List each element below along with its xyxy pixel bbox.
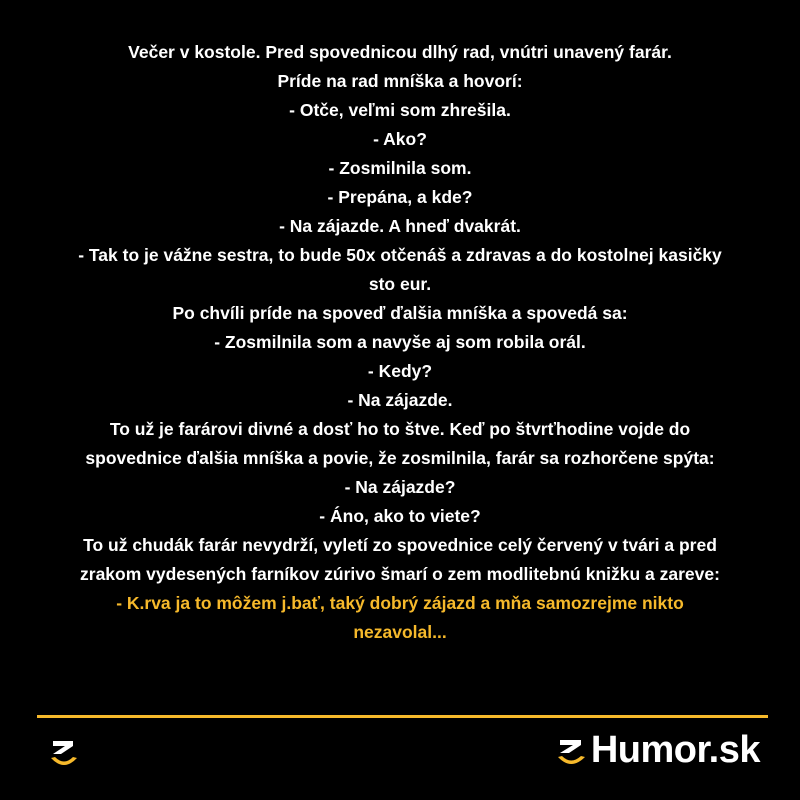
joke-line: - Na zájazde?	[344, 477, 456, 497]
joke-line: sto eur.	[368, 274, 432, 294]
z-smile-icon	[555, 730, 589, 770]
brand-logo[interactable]	[555, 722, 760, 778]
joke-line: - Otče, veľmi som zhrešila.	[289, 100, 511, 120]
joke-line: To už chudák farár nevydrží, vyletí zo spovednice celý červený v tvári a pred	[83, 535, 717, 555]
joke-line: Príde na rad mníška a hovorí:	[277, 71, 523, 91]
joke-line: - Zosmilnila som.	[328, 158, 472, 178]
joke-line: zrakom vydesených farníkov zúrivo šmarí o zem modlitebnú knižku a zareve:	[80, 564, 720, 584]
joke-line: - Prepána, a kde?	[327, 187, 473, 207]
joke-line: - Zosmilnila som a navyše aj som robila orál.	[214, 332, 586, 352]
divider	[37, 715, 768, 718]
brand-name: Humor.sk	[590, 728, 760, 771]
joke-line: spovednice ďalšia mníška a povie, že zosmilnila, farár sa rozhorčene spýta:	[85, 448, 715, 468]
joke-line: Po chvíli príde na spoveď ďalšia mníška a spovedá sa:	[172, 303, 628, 323]
joke-line: To už je farárovi divné a dosť ho to štve. Keď po štvrťhodine vojde do	[109, 419, 691, 439]
joke-line: - Na zájazde. A hneď dvakrát.	[279, 216, 521, 236]
joke-punchline: - K.rva ja to môžem j.bať, taký dobrý zájazd a mňa samozrejme nikto	[116, 593, 684, 613]
z-smile-icon	[44, 733, 84, 773]
joke-line: - Na zájazde.	[347, 390, 453, 410]
joke-punchline: nezavolal...	[353, 622, 447, 642]
joke-line: Večer v kostole. Pred spovednicou dlhý rad, vnútri unavený farár.	[128, 42, 672, 62]
joke-line: - Ako?	[373, 129, 427, 149]
joke-line: - Kedy?	[367, 361, 433, 381]
joke-text	[20, 38, 780, 647]
joke-line: - Tak to je vážne sestra, to bude 50x otčenáš a zdravas a do kostolnej kasičky	[78, 245, 722, 265]
joke-line: - Áno, ako to viete?	[319, 506, 481, 526]
